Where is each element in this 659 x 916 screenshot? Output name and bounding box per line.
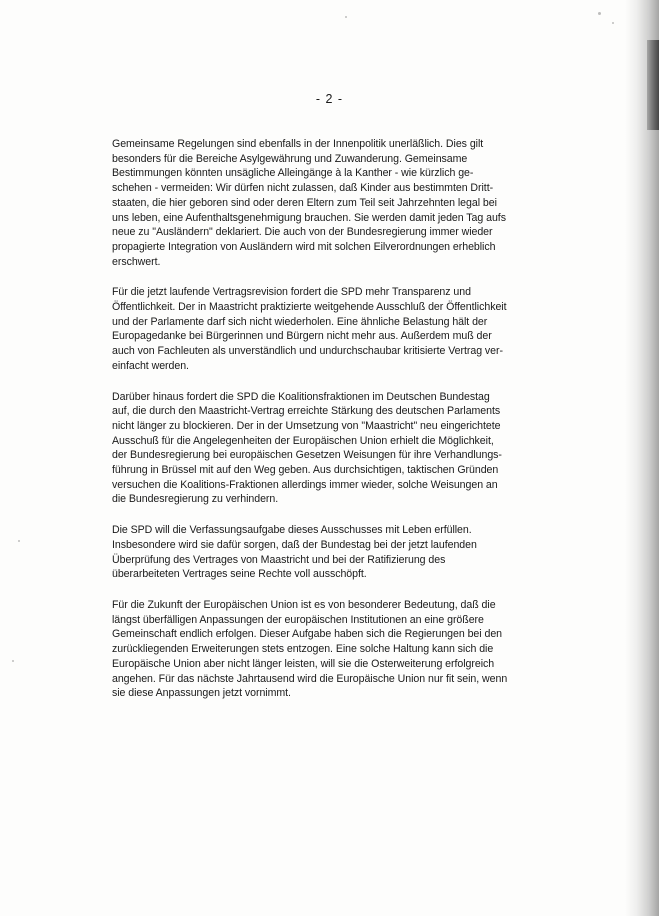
- text-line: Ausschuß für die Angelegenheiten der Europäischen Union erhielt die Möglichkeit,: [112, 434, 494, 447]
- text-line: überarbeiteten Vertrages seine Rechte voll ausschöpft.: [112, 568, 367, 581]
- text-line: einfacht werden.: [112, 359, 189, 372]
- scan-shadow-right: [625, 0, 659, 916]
- paragraph-vertragsrevision: [112, 285, 509, 373]
- text-line: nicht länger zu blockieren. Der in der Umsetzung von "Maastricht" neu eingerichtete: [112, 419, 501, 432]
- scan-speck: [18, 540, 20, 542]
- text-line: zurückliegenden Erweiterungen stets entzogen. Eine solche Haltung kann sich die: [112, 643, 494, 656]
- text-line: längst überfälligen Anpassungen der europäischen Institutionen an eine größere: [112, 613, 484, 626]
- text-line: führung in Brüssel mit auf den Weg geben. Aus durchsichtigen, taktischen Gründen: [112, 464, 499, 477]
- body-text: [112, 137, 509, 717]
- text-line: Darüber hinaus fordert die SPD die Koalitionsfraktionen im Deutschen Bundestag: [112, 390, 490, 403]
- text-line: propagierte Integration von Ausländern wird mit solchen Eilverordnungen erheblich: [112, 240, 496, 253]
- text-line: Bestimmungen könnten unsägliche Alleingänge à la Kanther - wie kürzlich ge-: [112, 167, 474, 180]
- text-line: erschwert.: [112, 255, 161, 268]
- text-line: Europagedanke bei Bürgerinnen und Bürgern nicht mehr aus. Außerdem muß der: [112, 330, 492, 343]
- paragraph-bundestag: [112, 390, 509, 508]
- paragraph-innenpolitik: [112, 137, 509, 269]
- text-line: staaten, die hier geboren sind oder deren Eltern zum Teil seit Jahrzehnten legal bei: [112, 196, 497, 209]
- scan-speck: [345, 16, 347, 18]
- text-line: sie diese Anpassungen jetzt vornimmt.: [112, 687, 291, 700]
- text-line: Europäische Union aber nicht länger leisten, will sie die Osterweiterung erfolgreich: [112, 657, 495, 670]
- text-line: schehen - vermeiden: Wir dürfen nicht zulassen, daß Kinder aus bestimmten Dritt-: [112, 182, 494, 195]
- text-line: Gemeinsame Regelungen sind ebenfalls in der Innenpolitik unerläßlich. Dies gilt: [112, 138, 484, 150]
- paragraph-zukunft: [112, 598, 509, 701]
- scan-shadow-dark-mark: [647, 40, 659, 130]
- text-line: angehen. Für das nächste Jahrtausend wird die Europäische Union nur fit sein, wenn: [112, 672, 508, 685]
- text-line: uns leben, eine Aufenthaltsgenehmigung brauchen. Sie werden damit jeden Tag aufs: [112, 211, 506, 224]
- page-number: - 2 -: [315, 92, 344, 106]
- text-line: besonders für die Bereiche Asylgewährung und Zuwanderung. Gemeinsame: [112, 152, 468, 165]
- scan-speck: [598, 12, 601, 15]
- text-line: Für die Zukunft der Europäischen Union ist es von besonderer Bedeutung, daß die: [112, 598, 496, 611]
- text-line: die Bundesregierung zu verhindern.: [112, 493, 279, 506]
- text-line: Überprüfung des Vertrages von Maastricht und bei der Ratifizierung des: [112, 553, 446, 566]
- text-line: auch von Fachleuten als unverständlich und undurchschaubar kritisierte Vertrag ver-: [112, 345, 503, 358]
- text-line: versuchen die Koalitions-Fraktionen allerdings immer wieder, solche Weisungen an: [112, 478, 498, 491]
- text-line: Öffentlichkeit. Der in Maastricht praktizierte weitgehende Ausschluß der Öffentlichkeit: [112, 301, 507, 314]
- text-line: der Bundesregierung bei europäischen Gesetzen Weisungen für ihre Verhandlungs-: [112, 449, 502, 462]
- text-line: und der Parlamente darf sich nicht wiederholen. Eine ähnliche Belastung hält der: [112, 315, 488, 328]
- paragraph-ausschuss: [112, 523, 509, 582]
- text-line: Für die jetzt laufende Vertragsrevision fordert die SPD mehr Transparenz und: [112, 286, 471, 299]
- text-line: Die SPD will die Verfassungsaufgabe dieses Ausschusses mit Leben erfüllen.: [112, 524, 472, 537]
- text-line: neue zu "Ausländern" deklariert. Die auch von der Bundesregierung immer wieder: [112, 226, 493, 239]
- text-line: Gemeinschaft endlich erfolgen. Dieser Aufgabe haben sich die Regierungen bei den: [112, 628, 502, 641]
- text-line: Insbesondere wird sie dafür sorgen, daß der Bundestag bei der jetzt laufenden: [112, 538, 477, 551]
- scan-speck: [12, 660, 14, 662]
- scan-speck: [612, 22, 614, 24]
- text-line: auf, die durch den Maastricht-Vertrag erreichte Stärkung des deutschen Parlaments: [112, 405, 501, 418]
